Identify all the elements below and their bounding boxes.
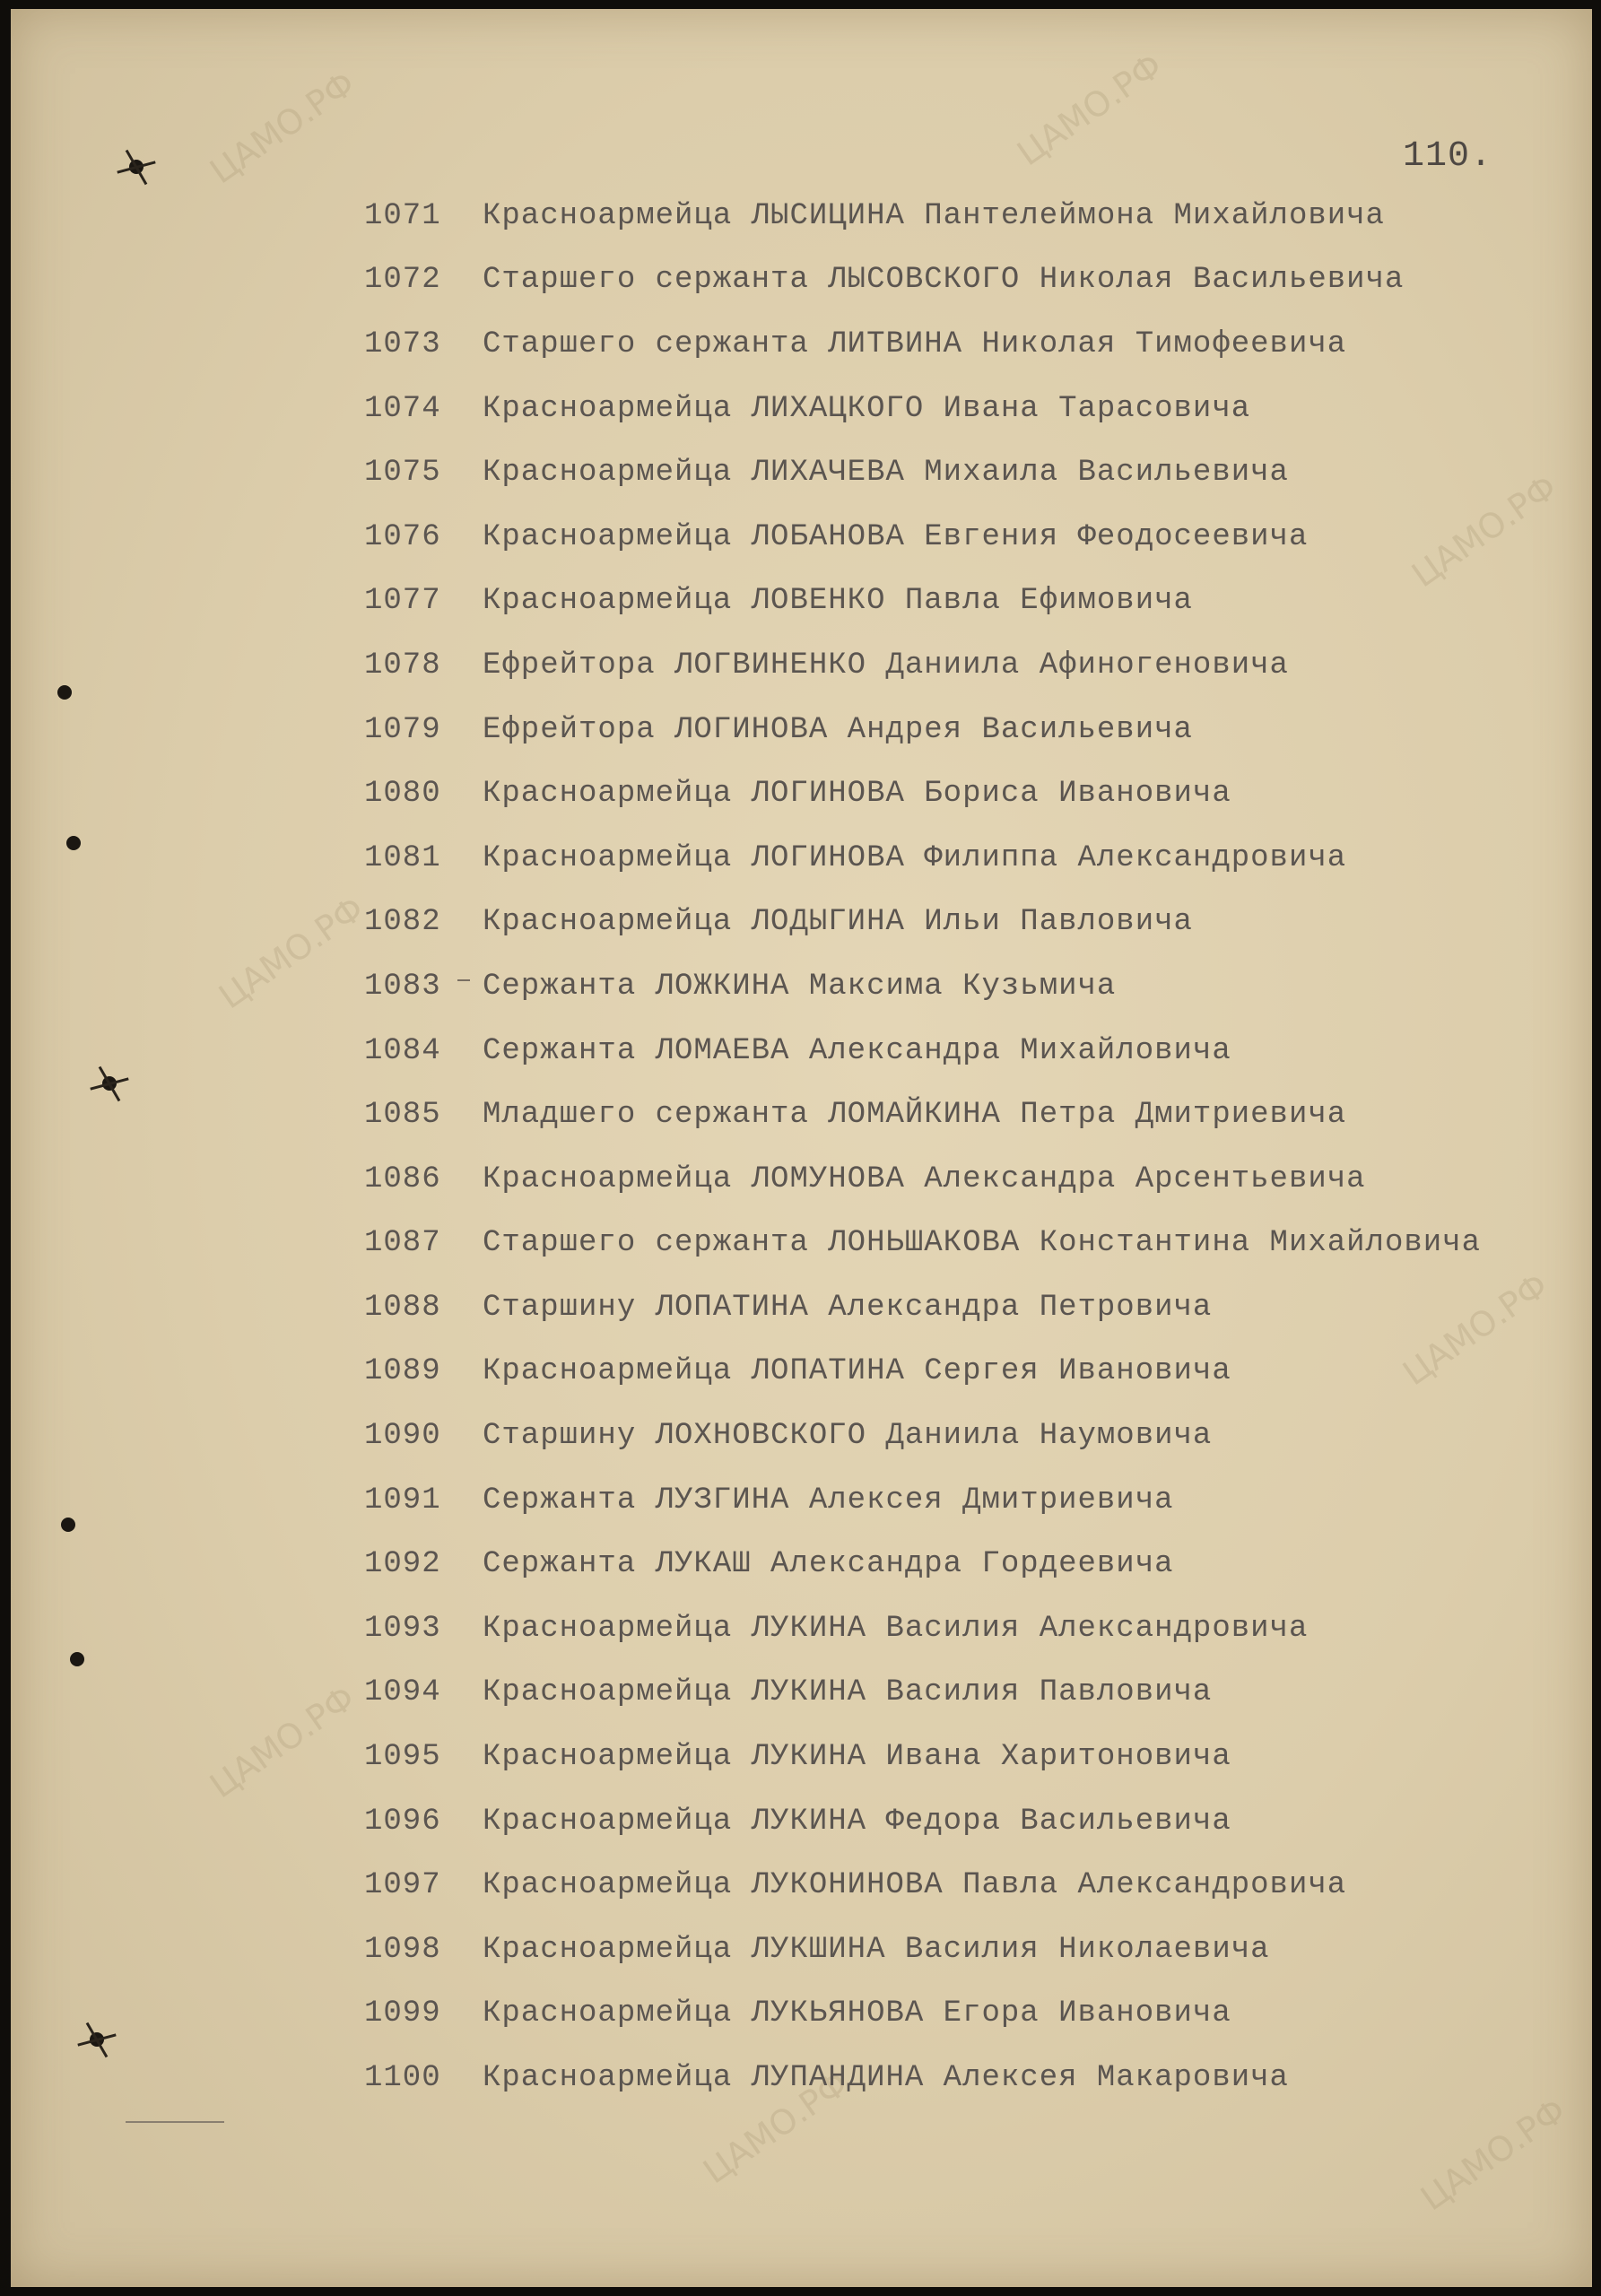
record-text: Красноармейца ЛУКШИНА Василия Николаевича [483, 1932, 1270, 1967]
watermark: ЦАМО.РФ [1010, 45, 1170, 174]
record-number: 1096 [364, 1804, 441, 1839]
record-number: 1075 [364, 456, 441, 491]
record-number: 1080 [364, 777, 441, 812]
page-number: 110. [1403, 136, 1493, 177]
record-text: Старшего сержанта ЛОНЬШАКОВА Константина Михайловича [483, 1226, 1481, 1261]
record-row [364, 184, 1481, 248]
record-row [364, 570, 1481, 634]
record-text: Сержанта ЛОЖКИНА Максима Кузьмича [483, 969, 1117, 1004]
record-number: 1074 [364, 391, 441, 426]
watermark: ЦАМО.РФ [203, 63, 362, 192]
punch-hole [61, 1518, 75, 1532]
record-text: Сержанта ЛУЗГИНА Алексея Дмитриевича [483, 1483, 1174, 1518]
record-number: 1089 [364, 1354, 441, 1389]
record-text: Красноармейца ЛОБАНОВА Евгения Феодосеевича [483, 519, 1309, 554]
record-row [364, 761, 1481, 826]
watermark: ЦАМО.РФ [1414, 2090, 1573, 2219]
record-row [364, 1147, 1481, 1212]
record-row [364, 1468, 1481, 1533]
record-number: 1073 [364, 326, 441, 361]
record-row [364, 1083, 1481, 1147]
record-row [364, 1982, 1481, 2047]
record-row [364, 312, 1481, 377]
punch-hole [57, 685, 72, 700]
record-row [364, 248, 1481, 313]
record-row [364, 1918, 1481, 1982]
punch-hole [102, 1076, 117, 1091]
record-text: Красноармейца ЛУКИНА Василия Павловича [483, 1675, 1213, 1710]
record-text: Красноармейца ЛОМУНОВА Александра Арсентьевича [483, 1161, 1366, 1196]
record-number: 1071 [364, 198, 441, 233]
record-row [364, 1212, 1481, 1276]
record-text: Ефрейтора ЛОГИНОВА Андрея Васильевича [483, 712, 1193, 747]
record-number: 1092 [364, 1547, 441, 1582]
record-row [364, 2046, 1481, 2110]
record-number: 1084 [364, 1033, 441, 1068]
record-row [364, 1789, 1481, 1854]
record-text: Младшего сержанта ЛОМАЙКИНА Петра Дмитриевича [483, 1098, 1347, 1133]
record-number: 1087 [364, 1226, 441, 1261]
record-number: 1076 [364, 519, 441, 554]
record-number: 1100 [364, 2061, 441, 2096]
record-row [364, 1404, 1481, 1468]
record-number: 1090 [364, 1419, 441, 1454]
record-number: 1085 [364, 1098, 441, 1133]
record-row [364, 1853, 1481, 1918]
watermark: ЦАМО.РФ [696, 2063, 856, 2192]
record-number: 1094 [364, 1675, 441, 1710]
record-text: Красноармейца ЛОГИНОВА Бориса Ивановича [483, 777, 1231, 812]
record-row [364, 377, 1481, 441]
record-row [364, 505, 1481, 570]
record-number: 1098 [364, 1932, 441, 1967]
record-row [364, 1661, 1481, 1726]
record-number: 1097 [364, 1868, 441, 1903]
punch-hole [70, 1652, 84, 1666]
record-text: Сержанта ЛОМАЕВА Александра Михайловича [483, 1033, 1231, 1068]
punch-hole [90, 2032, 104, 2047]
record-text: Красноармейца ЛУПАНДИНА Алексея Макаровича [483, 2061, 1289, 2096]
watermark: ЦАМО.РФ [212, 888, 371, 1017]
record-text: Старшину ЛОПАТИНА Александра Петровича [483, 1290, 1213, 1325]
record-text: Красноармейца ЛОВЕНКО Павла Ефимовича [483, 584, 1193, 619]
record-text: Красноармейца ЛОДЫГИНА Ильи Павловича [483, 905, 1193, 940]
record-row [364, 1532, 1481, 1596]
punch-hole [129, 160, 144, 174]
record-row [364, 633, 1481, 698]
record-text: Красноармейца ЛОГИНОВА Филиппа Александровича [483, 840, 1347, 875]
record-text: Красноармейца ЛЫСИЦИНА Пантелеймона Михайловича [483, 198, 1385, 233]
record-row [364, 1019, 1481, 1083]
watermark: ЦАМО.РФ [1405, 466, 1564, 596]
record-number: 1077 [364, 584, 441, 619]
record-row [364, 954, 1481, 1019]
punch-hole [66, 836, 81, 850]
record-number: 1086 [364, 1161, 441, 1196]
record-text: Старшего сержанта ЛИТВИНА Николая Тимофеевича [483, 326, 1347, 361]
margin-mark [457, 979, 470, 981]
record-text: Ефрейтора ЛОГВИНЕНКО Даниила Афиногеновича [483, 648, 1289, 683]
record-text: Старшину ЛОХНОВСКОГО Даниила Наумовича [483, 1419, 1213, 1454]
record-text: Красноармейца ЛОПАТИНА Сергея Ивановича [483, 1354, 1231, 1389]
record-number: 1083 [364, 969, 441, 1004]
record-number: 1088 [364, 1290, 441, 1325]
record-number: 1082 [364, 905, 441, 940]
record-row [364, 698, 1481, 762]
paper-sheet [11, 9, 1592, 2287]
record-text: Красноармейца ЛИХАЦКОГО Ивана Тарасовича [483, 391, 1251, 426]
record-number: 1078 [364, 648, 441, 683]
watermark: ЦАМО.РФ [1396, 1265, 1555, 1394]
record-number: 1081 [364, 840, 441, 875]
record-text: Старшего сержанта ЛЫСОВСКОГО Николая Васильевича [483, 263, 1405, 298]
record-number: 1091 [364, 1483, 441, 1518]
record-number: 1093 [364, 1611, 441, 1646]
record-row [364, 1725, 1481, 1789]
record-number: 1095 [364, 1740, 441, 1775]
record-row [364, 1275, 1481, 1340]
record-text: Сержанта ЛУКАШ Александра Гордеевича [483, 1547, 1174, 1582]
record-row [364, 891, 1481, 955]
record-row [364, 1340, 1481, 1405]
record-row [364, 826, 1481, 891]
record-text: Красноармейца ЛУКЬЯНОВА Егора Ивановича [483, 1996, 1231, 2031]
record-row [364, 1596, 1481, 1661]
record-number: 1072 [364, 263, 441, 298]
record-text: Красноармейца ЛУКИНА Федора Васильевича [483, 1804, 1231, 1839]
record-text: Красноармейца ЛУКИНА Василия Александровича [483, 1611, 1309, 1646]
record-list [364, 184, 1481, 2110]
record-text: Красноармейца ЛИХАЧЕВА Михаила Васильевича [483, 456, 1289, 491]
bottom-rule [126, 2121, 224, 2123]
record-text: Красноармейца ЛУКОНИНОВА Павла Александровича [483, 1868, 1347, 1903]
watermark: ЦАМО.РФ [203, 1677, 362, 1806]
record-row [364, 440, 1481, 505]
record-text: Красноармейца ЛУКИНА Ивана Харитоновича [483, 1740, 1231, 1775]
record-number: 1099 [364, 1996, 441, 2031]
record-number: 1079 [364, 712, 441, 747]
